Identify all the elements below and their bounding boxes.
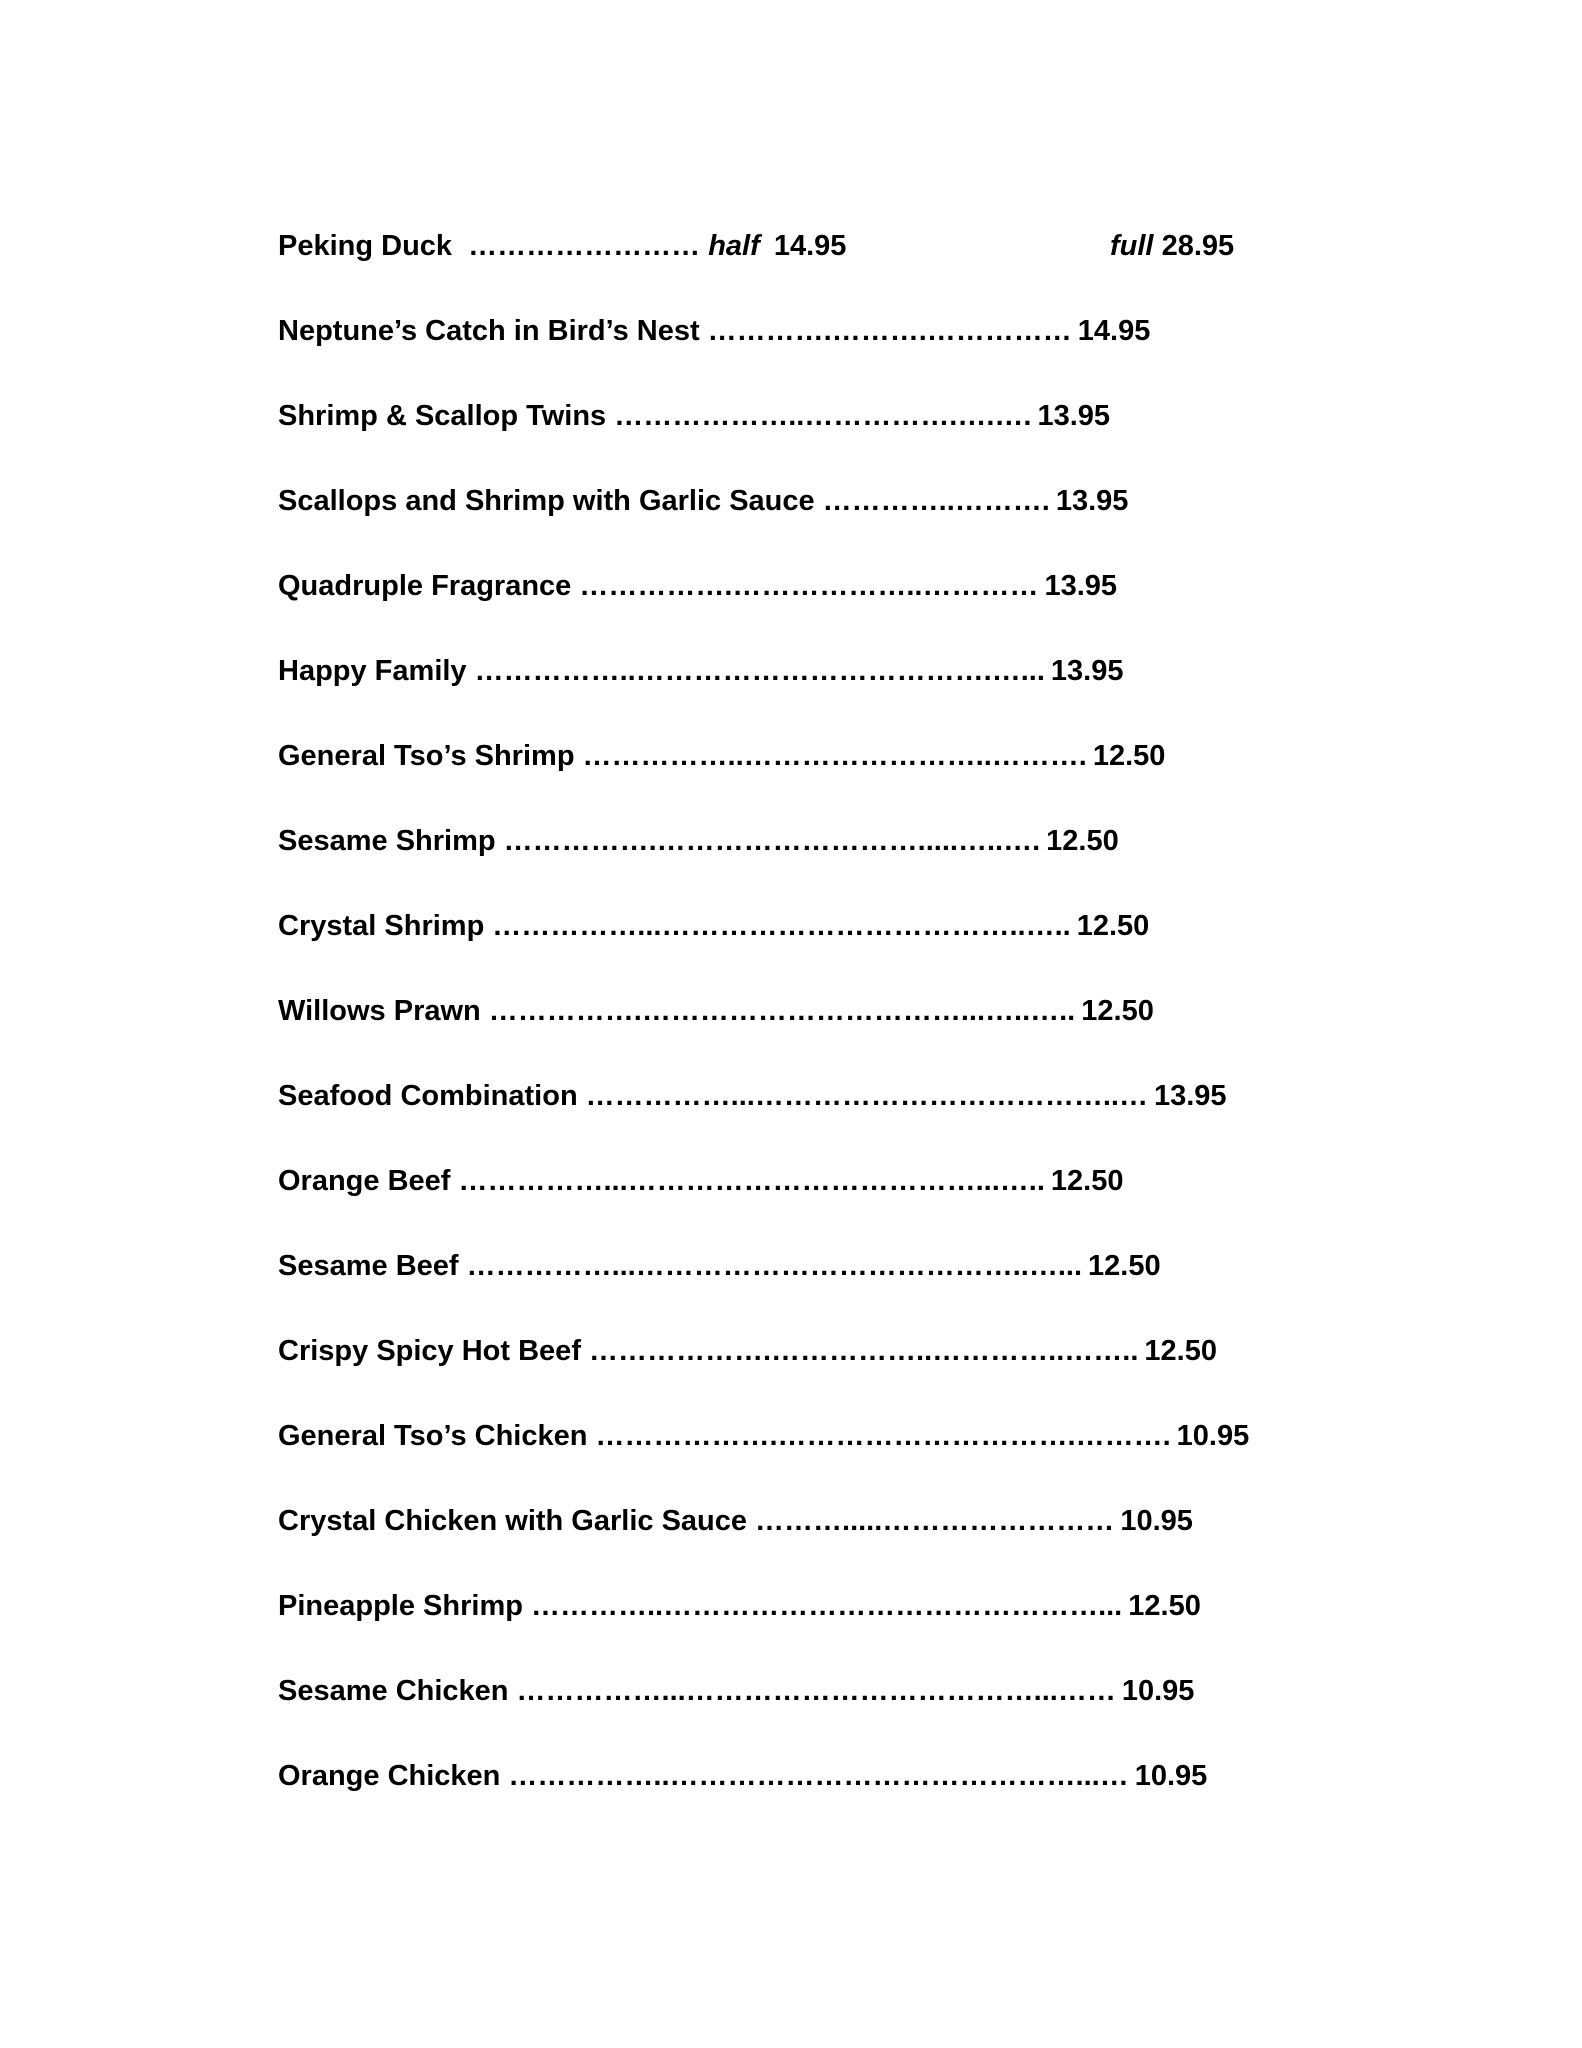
menu-item-price: 10.95 (1134, 1760, 1208, 1792)
menu-item-name: Sesame Chicken (278, 1675, 509, 1707)
menu-item (278, 1074, 1227, 1118)
dot-leader: …………….………………..………… (579, 570, 1039, 602)
menu-item-name: Crystal Shrimp (278, 910, 485, 942)
dot-leader: ……………..……………………………….…... (474, 655, 1045, 687)
menu-item (278, 394, 1110, 438)
menu-item-price: 10.95 (1176, 1420, 1250, 1452)
menu-item (278, 1669, 1194, 1713)
menu-item (278, 819, 1119, 863)
menu-item (278, 564, 1117, 608)
menu-item-price: 13.95 (1044, 570, 1118, 602)
menu-item-price: 14.95 (1077, 315, 1151, 347)
menu-item (278, 479, 1128, 523)
dot-leader: ……………...………………………………...….. (458, 1165, 1045, 1197)
dot-leader: …………..………………………………………... (530, 1590, 1123, 1622)
menu-item-peking-duck (278, 224, 846, 268)
menu-item (278, 1584, 1201, 1628)
menu-item (278, 1244, 1161, 1288)
menu-item-price: 13.95 (1037, 400, 1111, 432)
menu-item (278, 649, 1123, 693)
dot-leader: ……………...………………………………..… (585, 1080, 1148, 1112)
menu-item-name: Crispy Spicy Hot Beef (278, 1335, 581, 1367)
menu-item (278, 1159, 1124, 1203)
menu-item (278, 1499, 1193, 1543)
menu-item-name: Willows Prawn (278, 995, 481, 1027)
menu-item-name: Crystal Chicken with Garlic Sauce (278, 1505, 748, 1537)
menu-item-name: Shrimp & Scallop Twins (278, 400, 607, 432)
dot-leader: ……………...………………………………...…… (516, 1675, 1116, 1707)
dot-leader: ……………….………………………….………. (595, 1420, 1171, 1452)
half-price: 14.95 (773, 230, 847, 262)
dot-leader: …………………… (468, 230, 701, 262)
menu-item-peking-duck-full (1110, 224, 1234, 268)
menu-item (278, 1329, 1217, 1373)
menu-item-name: Pineapple Shrimp (278, 1590, 523, 1622)
dot-leader: ………………..…………….….…. (614, 400, 1032, 432)
menu-item-name: Peking Duck (278, 230, 453, 262)
menu-item-name: Sesame Beef (278, 1250, 459, 1282)
menu-item-name: Orange Chicken (278, 1760, 501, 1792)
dot-leader: ……………...…………………………………..…... (466, 1250, 1083, 1282)
menu-item-price: 12.50 (1128, 1590, 1201, 1622)
menu-item-price: 13.95 (1055, 485, 1129, 517)
menu-item-name: Seafood Combination (278, 1080, 578, 1112)
half-label: half (708, 230, 760, 262)
menu-item (278, 904, 1149, 948)
menu-item (278, 734, 1165, 778)
dot-leader: ………….……….…………… (707, 315, 1072, 347)
dot-leader: ……………….……………..…………..…….. (588, 1335, 1139, 1367)
menu-item-price: 13.95 (1153, 1080, 1227, 1112)
menu-item-price: 12.50 (1076, 910, 1150, 942)
menu-item (278, 1414, 1249, 1458)
menu-item (278, 989, 1154, 1033)
dot-leader: …………….……………………….....…..…. (503, 825, 1041, 857)
menu-item-price: 12.50 (1046, 825, 1119, 857)
menu-item-price: 12.50 (1081, 995, 1154, 1027)
dot-leader: ……………..……………………………………...… (508, 1760, 1129, 1792)
menu-item-price: 12.50 (1092, 740, 1166, 772)
menu-item-price: 12.50 (1088, 1250, 1161, 1282)
menu-item-price: 10.95 (1121, 1675, 1195, 1707)
menu-item-name: Orange Beef (278, 1165, 451, 1197)
dot-leader: …………..………. (822, 485, 1050, 517)
menu-item (278, 309, 1150, 353)
menu-item-name: Neptune’s Catch in Bird’s Nest (278, 315, 700, 347)
menu-item-name: General Tso’s Shrimp (278, 740, 575, 772)
menu-item-name: Scallops and Shrimp with Garlic Sauce (278, 485, 815, 517)
menu-item-name: Happy Family (278, 655, 467, 687)
full-price: 28.95 (1161, 230, 1235, 262)
menu-item-price: 12.50 (1050, 1165, 1124, 1197)
full-label: full (1110, 230, 1154, 262)
dot-leader: ……………..……………………..………. (582, 740, 1087, 772)
menu-item-name: Sesame Shrimp (278, 825, 496, 857)
menu-item-price: 12.50 (1144, 1335, 1217, 1367)
menu-item-price: 10.95 (1120, 1505, 1193, 1537)
menu-item-name: General Tso’s Chicken (278, 1420, 588, 1452)
menu-item (278, 1754, 1207, 1798)
menu-item-price: 13.95 (1050, 655, 1124, 687)
dot-leader: …………….……………………………...…..….. (488, 995, 1076, 1027)
menu-item-name: Quadruple Fragrance (278, 570, 572, 602)
dot-leader: ……………...………………………………..….. (492, 910, 1071, 942)
dot-leader: ……….....…………………… (755, 1505, 1115, 1537)
